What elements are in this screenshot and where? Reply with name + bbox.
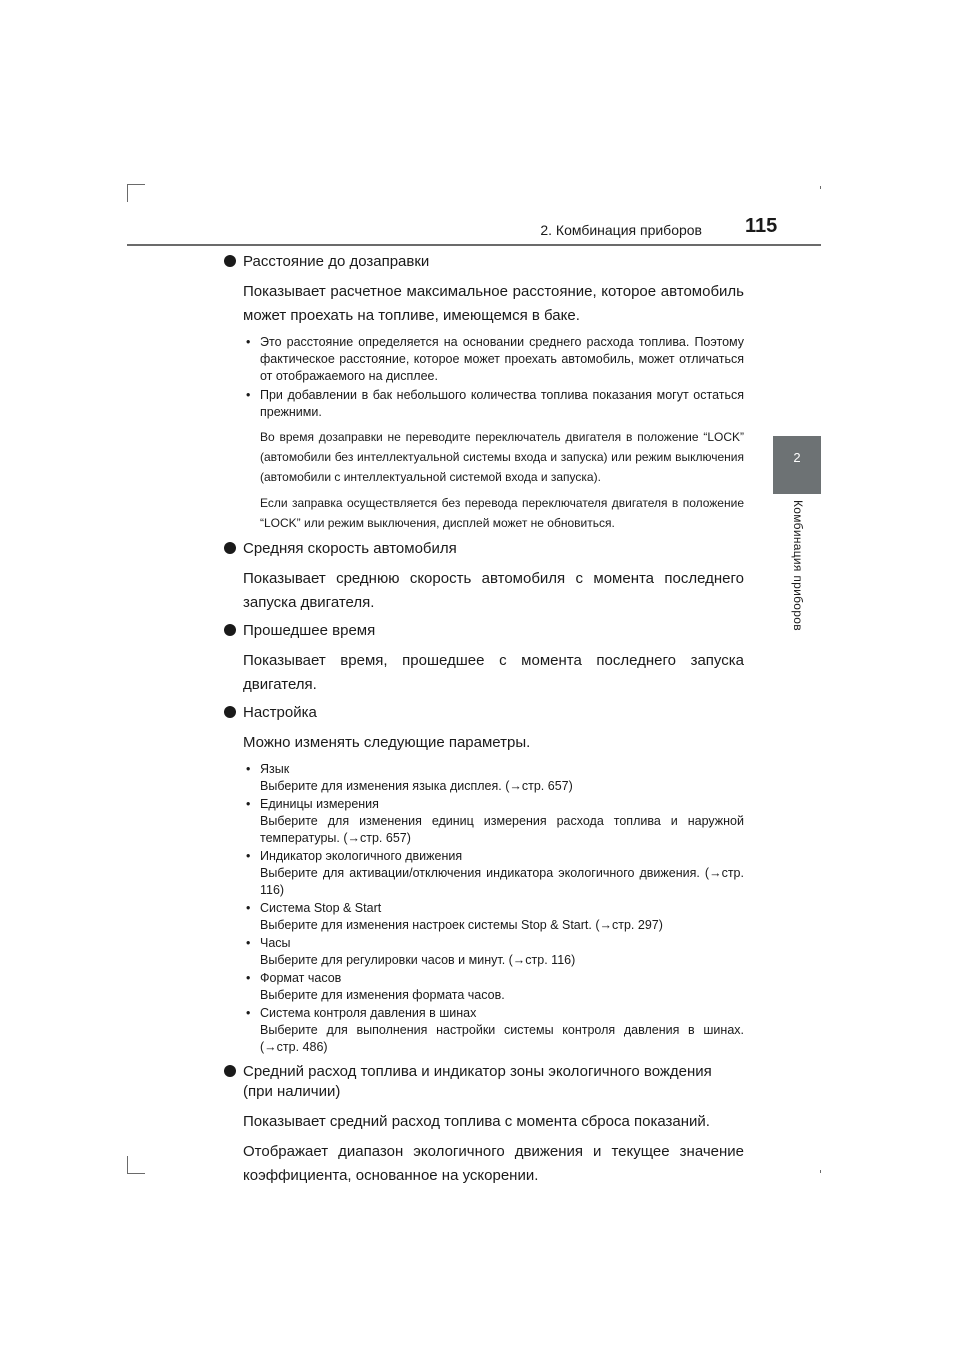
bullet-dot-icon [224,624,236,636]
settings-list [243,761,744,1056]
header-rule [127,244,821,246]
crop-mark-bottom-left-h [127,1173,145,1174]
range-refuel-note: Во время дозаправки не переводите переключатель двигателя в положение “LOCK” (автомобили без интеллектуальной системы входа и запуска) или режим выключения (автомобили с интеллектуальной системой входа и запуска). [260,430,744,484]
settings-description: Можно изменять следующие параметры. [243,734,531,751]
list-item: • Индикатор экологичного движения Выберите для активации/отключения индикатора экологичного движения. (→стр. 116) [246,849,744,897]
page-number: 115 [745,215,778,237]
list-item: • Формат часов Выберите для изменения формата часов. [246,971,505,1002]
crop-mark-top-left-h [127,184,145,185]
list-item: • Система Stop & Start Выберите для изменения настроек системы Stop & Start. (→стр. 297) [246,901,663,932]
section-heading-fuel-eco: Средний расход топлива и индикатор зоны экологичного вождения (при наличии) [224,1062,744,1102]
bullet-dot-icon [224,542,236,554]
list-item: • При добавлении в бак небольшого количества топлива показания могут остаться прежними. [246,388,744,419]
section-heading-avg-speed: Средняя скорость автомобиля [224,539,744,559]
crop-mark-top-left-v [127,184,128,202]
section-heading-range: Расстояние до дозаправки [224,252,744,272]
list-item: • Система контроля давления в шинах Выберите для выполнения настройки системы контроля давления в шинах. (→стр. 486) [246,1006,744,1054]
avg-speed-description: Показывает среднюю скорость автомобиля с момента последнего запуска двигателя. [243,570,744,611]
list-item: • Язык Выберите для изменения языка дисплея. (→стр. 657) [246,762,573,793]
range-refuel-note-2: Если заправка осуществляется без перевода переключателя двигателя в положение “LOCK” или режим выключения, дисплей может не обновиться. [260,496,744,530]
bullet-dot-icon [224,1065,236,1077]
section-heading-settings: Настройка [224,703,744,723]
crop-mark-top-right [820,186,821,189]
range-description: Показывает расчетное максимальное расстояние, которое автомобиль может проехать на топливе, имеющемся в баке. [243,283,744,324]
list-item: • Это расстояние определяется на основании среднего расхода топлива. Поэтому фактическое расстояние, которое может проехать автомобиль, может отличаться от отображаемого на дисплее. [246,335,744,383]
crop-mark-bottom-right [820,1170,821,1173]
chapter-tab: 2 [773,436,821,494]
crop-mark-bottom-left-v [127,1156,128,1174]
bullet-dot-icon [224,706,236,718]
section-title: 2. Комбинация приборов [540,222,702,238]
section-heading-elapsed: Прошедшее время [224,621,744,641]
range-notes-list [243,334,744,421]
list-item: • Часы Выберите для регулировки часов и минут. (→стр. 116) [246,936,576,967]
fuel-eco-description-2: Отображает диапазон экологичного движения и текущее значение коэффициента, основанное на ускорении. [243,1143,744,1184]
fuel-eco-description: Показывает средний расход топлива с момента сброса показаний. [243,1113,710,1130]
chapter-tab-title: Комбинация приборов [791,500,805,631]
bullet-dot-icon [224,255,236,267]
page-content [224,252,744,1194]
list-item: • Единицы измерения Выберите для изменения единиц измерения расхода топлива и наружной температуры. (→стр. 657) [246,797,744,845]
elapsed-description: Показывает время, прошедшее с момента последнего запуска двигателя. [243,652,744,693]
